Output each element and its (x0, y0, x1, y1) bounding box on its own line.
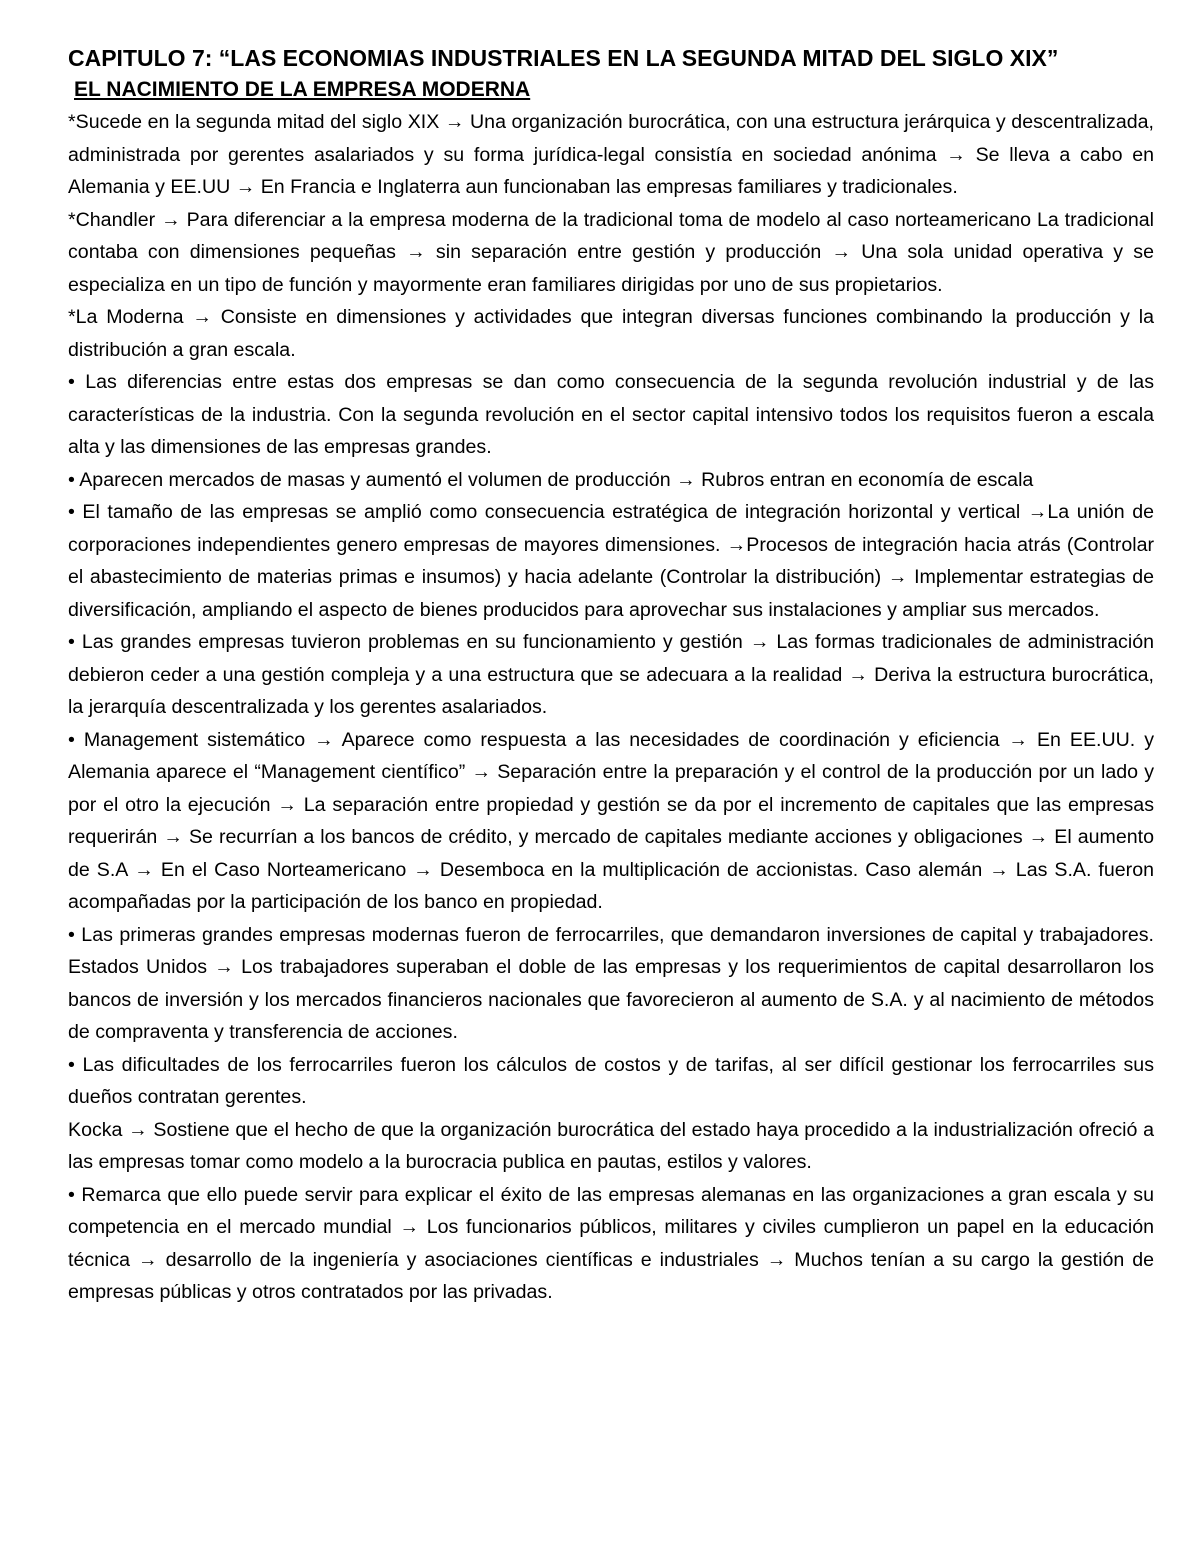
document-page (68, 42, 1154, 1309)
paragraph: • Aparecen mercados de masas y aumentó el volumen de producción → Rubros entran en economía de escala (68, 468, 1034, 491)
paragraph: *Sucede en la segunda mitad del siglo XIX → Una organización burocrática, con una estructura jerárquica y descentralizada, administrada por gerentes asalariados y su forma jurídica-legal consistía en sociedad anónima → Se lleva a cabo en Alemania y EE.UU → En Francia e Inglaterra aun funcionaban las empresas familiares y tradicionales. (68, 111, 1154, 198)
paragraph: • Las primeras grandes empresas modernas fueron de ferrocarriles, que demandaron inversiones de capital y trabajadores. Estados Unidos → Los trabajadores superaban el doble de las empresas y los requerimientos de capital desarrollaron los bancos de inversión y los mercados financieros nacionales que favorecieron al aumento de S.A. y al nacimiento de métodos de compraventa y transferencia de acciones. (68, 923, 1154, 1043)
paragraph: *La Moderna → Consiste en dimensiones y actividades que integran diversas funciones combinando la producción y la distribución a gran escala. (68, 306, 1154, 361)
paragraph: Kocka → Sostiene que el hecho de que la organización burocrática del estado haya procedido a la industrialización ofreció a las empresas tomar como modelo a la burocracia publica en pautas, estilos y valores. (68, 1118, 1154, 1173)
paragraph: • El tamaño de las empresas se amplió como consecuencia estratégica de integración horizontal y vertical →La unión de corporaciones independientes genero empresas de mayores dimensiones. →Procesos de integración hacia atrás (Controlar el abastecimiento de materias primas e insumos) y hacia adelante (Controlar la distribución) → Implementar estrategias de diversificación, ampliando el aspecto de bienes producidos para aprovechar sus instalaciones y ampliar sus mercados. (68, 501, 1154, 621)
section-subtitle: EL NACIMIENTO DE LA EMPRESA MODERNA (74, 78, 531, 101)
paragraph: • Management sistemático → Aparece como respuesta a las necesidades de coordinación y eficiencia → En EE.UU. y Alemania aparece el “Management científico” → Separación entre la preparación y el control de la producción por un lado y por el otro la ejecución → La separación entre propiedad y gestión se da por el incremento de capitales que las empresas requerirán → Se recurrían a los bancos de crédito, y mercado de capitales mediante acciones y obligaciones → El aumento de S.A → En el Caso Norteamericano → Desemboca en la multiplicación de accionistas. Caso alemán → Las S.A. fueron acompañadas por la participación de los banco en propiedad. (68, 728, 1154, 913)
paragraph: • Las dificultades de los ferrocarriles fueron los cálculos de costos y de tarifas, al ser difícil gestionar los ferrocarriles sus dueños contratan gerentes. (68, 1053, 1154, 1108)
paragraph: • Las grandes empresas tuvieron problemas en su funcionamiento y gestión → Las formas tradicionales de administración debieron ceder a una gestión compleja y a una estructura que se adecuara a la realidad → Deriva la estructura burocrática, la jerarquía descentralizada y los gerentes asalariados. (68, 631, 1154, 718)
paragraph: *Chandler → Para diferenciar a la empresa moderna de la tradicional toma de modelo al caso norteamericano La tradicional contaba con dimensiones pequeñas → sin separación entre gestión y producción → Una sola unidad operativa y se especializa en un tipo de función y mayormente eran familiares dirigidas por uno de sus propietarios. (68, 208, 1154, 296)
chapter-title: CAPITULO 7: “LAS ECONOMIAS INDUSTRIALES EN LA SEGUNDA MITAD DEL SIGLO XIX” (68, 45, 1059, 71)
paragraph: • Las diferencias entre estas dos empresas se dan como consecuencia de la segunda revolución industrial y de las características de la industria. Con la segunda revolución en el sector capital intensivo todos los requisitos fueron a escala alta y las dimensiones de las empresas grandes. (68, 371, 1154, 458)
paragraph: • Remarca que ello puede servir para explicar el éxito de las empresas alemanas en las organizaciones a gran escala y su competencia en el mercado mundial → Los funcionarios públicos, militares y civiles cumplieron un papel en la educación técnica → desarrollo de la ingeniería y asociaciones científicas e industriales → Muchos tenían a su cargo la gestión de empresas públicas y otros contratados por las privadas. (68, 1183, 1154, 1303)
